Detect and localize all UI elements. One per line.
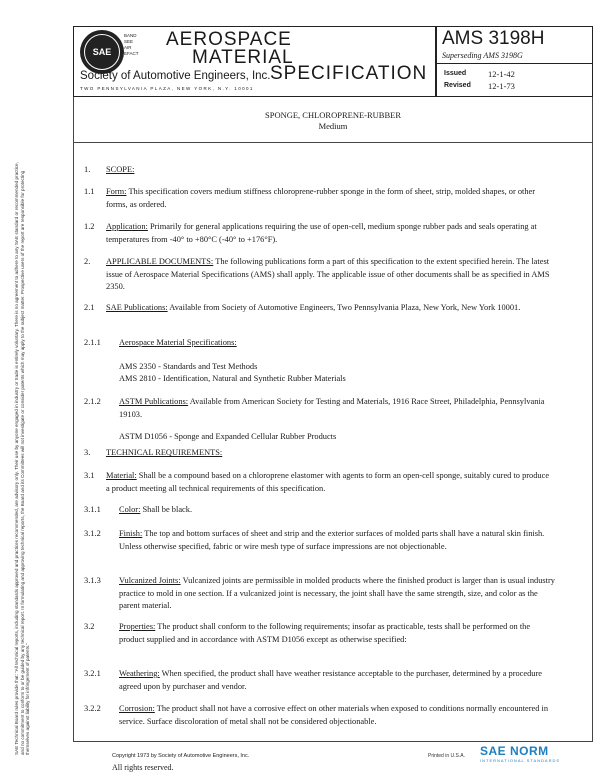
section-number: 3.1: [84, 471, 95, 480]
watermark: SAE NORM: [480, 744, 549, 758]
side-disclaimer: SAE Technical Board rules provide that: "All technical reports, including standards approved and practices recommended, are advisory only. Their use by anyone engaged in industry or trade is entirely voluntary. There is no agreement to adhere to any SAE standard or recommended practice, and no commitment to conform to or be guided by any technical report. In formulating and approving technical reports, the Board and its Committees will not investigate or consider patents which may apply to the subject matter. Prospective users of the report are responsible for protecting themselves against liability for infringement of patents.": [14, 162, 31, 755]
document-reference: AMS 2810 - Identification, Natural and Synthetic Rubber Materials: [119, 374, 346, 383]
header-specification: SPECIFICATION: [270, 63, 428, 84]
supersedes-note: Superseding AMS 3198G: [442, 51, 523, 60]
issued-label: Issued: [444, 70, 467, 77]
section-number: 1.: [84, 165, 91, 174]
logo-side-text: BAND SEE AIR EFACT: [124, 33, 139, 56]
section-text: Form: This specification covers medium stiffness chloroprene-rubber sponge in the form of sheet, strip, molded shapes, or other forms, as ordered.: [106, 187, 536, 209]
header-rule: [437, 63, 593, 64]
section-number: 1.2: [84, 222, 95, 231]
spec-number: AMS 3198H: [442, 28, 545, 49]
section-text: Vulcanized Joints: Vulcanized joints are permissible in molded products where the finished product is larger than is usual industry practice to mold in one section. If a vulcanized joint is necessary, the joint shall have the same strength, size, and color as the parent material.: [119, 576, 555, 610]
section-number: 1.1: [84, 187, 95, 196]
rights-notice: All rights reserved.: [112, 763, 174, 772]
section-number: 2.: [84, 257, 91, 266]
section-number: 3.: [84, 448, 91, 457]
section-number: 3.1.3: [84, 576, 101, 585]
section-number: 3.1.1: [84, 505, 101, 514]
printed-in: Printed in U.S.A.: [428, 753, 465, 759]
section-number: 2.1: [84, 303, 95, 312]
document-reference: ASTM D1056 - Sponge and Expanded Cellular Rubber Products: [119, 432, 337, 441]
section-text: Aerospace Material Specifications:: [119, 338, 237, 347]
section-text: Material: Shall be a compound based on a chloroprene elastomer with agents to form an open-cell sponge, suitably cured to produce a product meeting all technical requirements of this specification.: [106, 471, 550, 493]
sae-logo-text: SAE: [84, 34, 120, 70]
section-text: Color: Shall be black.: [119, 505, 193, 514]
section-number: 3.2: [84, 622, 95, 631]
section-number: 2.1.2: [84, 397, 101, 406]
section-text: Weathering: When specified, the product shall have weather resistance acceptable to the purchaser, determined by a procedure agreed upon by purchaser and vendor.: [119, 669, 542, 691]
revised-label: Revised: [444, 82, 471, 89]
watermark-subtitle: INTERNATIONAL STANDARDS: [480, 758, 561, 763]
section-text: SAE Publications: Available from Society of Automotive Engineers, Two Pennsylvania Plaza, New York, New York 10001.: [106, 303, 521, 312]
section-text: APPLICABLE DOCUMENTS: The following publications form a part of this specification to the extent specified herein. The latest issue of Aerospace Material Specifications (AMS) shall apply. The applicable issue of other documents shall be as specified in AMS 2350.: [106, 257, 550, 291]
society-address: TWO PENNSYLVANIA PLAZA, NEW YORK, N.Y. 10001: [80, 86, 254, 91]
society-name: Society of Automotive Engineers, Inc.: [80, 70, 271, 82]
section-text: Application: Primarily for general applications requiring the use of open-cell, medium sponge rubber pads and seals operating at temperatures from -40° to +80°C (-40° to +176°F).: [106, 222, 537, 244]
section-number: 3.1.2: [84, 529, 101, 538]
document-reference: AMS 2350 - Standards and Test Methods: [119, 362, 258, 371]
section-text: Finish: The top and bottom surfaces of sheet and strip and the exterior surfaces of molded parts shall have a natural skin finish. Unless otherwise specified, fabric or wire mesh type of surface impressions are not objectionable.: [119, 529, 545, 551]
section-number: 3.2.2: [84, 704, 101, 713]
header-aerospace: AEROSPACE: [166, 29, 292, 50]
section-text: ASTM Publications: Available from American Society for Testing and Materials, 1916 Race Street, Philadelphia, Pennsylvania 19103.: [119, 397, 545, 419]
section-text: Corrosion: The product shall not have a corrosive effect on other materials when exposed to conditions normally encountered in service. Surface discoloration of metal shall not be considered objectionable.: [119, 704, 549, 726]
issued-date: 12-1-42: [488, 69, 515, 79]
copyright-notice: Copyright 1973 by Society of Automotive Engineers, Inc.: [112, 753, 250, 759]
document-title: SPONGE, CHLOROPRENE-RUBBER Medium: [264, 110, 402, 131]
header-material: MATERIAL: [192, 47, 294, 68]
section-text: SCOPE:: [106, 165, 135, 174]
revised-date: 12-1-73: [488, 81, 515, 91]
section-number: 2.1.1: [84, 338, 101, 347]
section-text: Properties: The product shall conform to the following requirements; insofar as practicable, tests shall be performed on the product supplied and in accordance with ASTM D1056 except as otherwise specified:: [119, 622, 531, 644]
section-text: TECHNICAL REQUIREMENTS:: [106, 448, 223, 457]
section-number: 3.2.1: [84, 669, 101, 678]
header-divider: [435, 26, 437, 97]
title-rule: [73, 142, 593, 143]
